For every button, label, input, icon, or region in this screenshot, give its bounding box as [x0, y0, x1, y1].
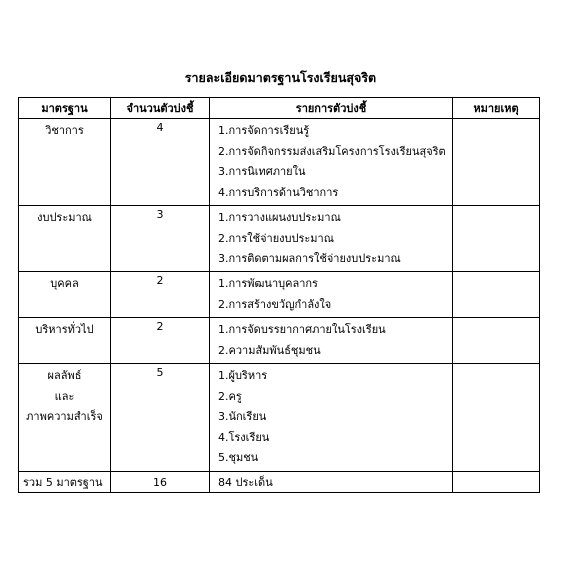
table-row — [19, 206, 540, 272]
table-row — [19, 318, 540, 364]
summary-row — [19, 472, 540, 493]
summary-label: รวม 5 มาตรฐาน — [19, 472, 111, 493]
document-title: รายละเอียดมาตรฐานโรงเรียนสุจริต — [184, 70, 377, 85]
standard-cell — [19, 364, 111, 472]
header-remarks: หมายเหตุ — [453, 98, 540, 119]
table-header-row — [19, 98, 540, 119]
indicator-item: 3.การติดตามผลการใช้จ่ายงบประมาณ — [218, 252, 401, 265]
summary-remarks — [453, 472, 540, 493]
header-standard: มาตรฐาน — [19, 98, 111, 119]
header-indicator-list: รายการตัวบ่งชี้ — [210, 98, 453, 119]
table-row — [19, 119, 540, 206]
standard-cell — [19, 318, 111, 364]
table-row — [19, 364, 540, 472]
indicator-item: 4.การบริการด้านวิชาการ — [218, 185, 339, 199]
indicator-item: 1.การจัดการเรียนรู้ — [218, 124, 310, 137]
standard-name: บุคคล — [50, 277, 79, 290]
standard-name: งบประมาณ — [37, 211, 92, 224]
indicator-item: 1.การวางแผนงบประมาณ — [218, 211, 341, 224]
indicator-item: 3.การนิเทศภายใน — [218, 165, 306, 178]
indicator-list-cell — [210, 318, 453, 364]
indicator-item: 2.ครู — [218, 389, 242, 403]
indicator-item: 2.การใช้จ่ายงบประมาณ — [218, 231, 334, 245]
standard-name: และ — [54, 389, 75, 403]
indicator-item: 1.การพัฒนาบุคลากร — [218, 277, 318, 290]
indicator-item: 1.การจัดบรรยากาศภายในโรงเรียน — [218, 323, 386, 336]
indicator-count-cell: 4 — [111, 119, 210, 206]
indicator-item: 2.การจัดกิจกรรมส่งเสริมโครงการโรงเรียนสุจริต — [218, 144, 446, 158]
indicator-item: 2.การสร้างขวัญกำลังใจ — [218, 297, 332, 311]
standard-cell — [19, 272, 111, 318]
indicator-item: 5.ชุมชน — [218, 451, 259, 464]
header-indicator-count: จำนวนตัวบ่งชี้ — [111, 98, 210, 119]
indicator-item: 2.ความสัมพันธ์ชุมชน — [218, 343, 321, 357]
remarks-cell — [453, 206, 540, 272]
summary-count: 16 — [111, 472, 210, 493]
indicator-item: 4.โรงเรียน — [218, 430, 270, 444]
indicator-list-cell — [210, 272, 453, 318]
standard-name: วิชาการ — [45, 124, 84, 137]
standard-name: ผลลัพธ์ — [47, 369, 82, 382]
remarks-cell — [453, 272, 540, 318]
remarks-cell — [453, 119, 540, 206]
indicator-list-cell — [210, 206, 453, 272]
indicator-list-cell — [210, 119, 453, 206]
indicator-item: 1.ผู้บริหาร — [218, 369, 268, 382]
standards-table — [18, 97, 540, 493]
table-row — [19, 272, 540, 318]
indicator-count-cell: 2 — [111, 318, 210, 364]
indicator-item: 3.นักเรียน — [218, 410, 267, 423]
remarks-cell — [453, 364, 540, 472]
remarks-cell — [453, 318, 540, 364]
indicator-count-cell: 2 — [111, 272, 210, 318]
indicator-count-cell: 3 — [111, 206, 210, 272]
standard-name: บริหารทั่วไป — [35, 323, 94, 336]
standard-cell — [19, 119, 111, 206]
standard-cell — [19, 206, 111, 272]
indicator-count-cell: 5 — [111, 364, 210, 472]
indicator-list-cell — [210, 364, 453, 472]
standard-name: ภาพความสำเร็จ — [26, 410, 103, 423]
summary-total: 84 ประเด็น — [210, 472, 453, 493]
